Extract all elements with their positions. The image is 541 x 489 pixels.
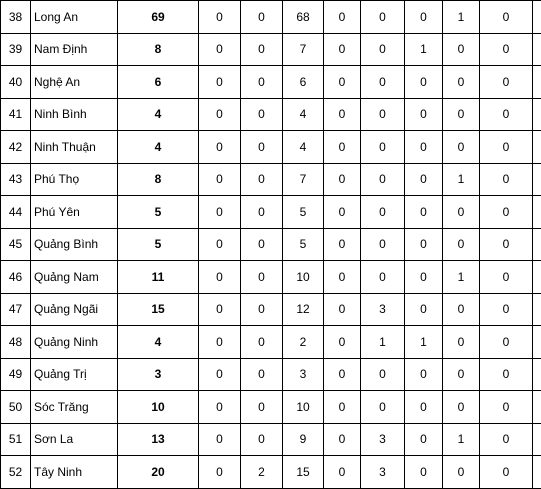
value-cell-2: 0 <box>241 163 283 196</box>
value-cell-8: 0 <box>480 66 533 99</box>
table-row <box>1 326 541 359</box>
value-cell-5: 0 <box>361 261 405 294</box>
table-body <box>1 1 541 489</box>
value-cell-2: 0 <box>241 423 283 456</box>
table-row <box>1 358 541 391</box>
value-cell-5: 0 <box>361 33 405 66</box>
value-cell-7: 0 <box>443 33 480 66</box>
value-cell-6: 0 <box>405 423 443 456</box>
row-number-cell: 48 <box>1 326 31 359</box>
row-number-cell: 51 <box>1 423 31 456</box>
table-row <box>1 98 541 131</box>
total-cases-cell: 6 <box>118 66 199 99</box>
value-cell-8: 0 <box>480 196 533 229</box>
value-cell-6: 0 <box>405 293 443 326</box>
value-cell-6: 1 <box>405 326 443 359</box>
total-cases-cell: 15 <box>118 293 199 326</box>
province-name-cell: Nghệ An <box>31 66 118 99</box>
value-cell-4: 0 <box>324 131 361 164</box>
value-cell-6: 0 <box>405 98 443 131</box>
value-cell-5: 0 <box>361 163 405 196</box>
total-cases-cell: 20 <box>118 456 199 489</box>
empty-cell <box>533 66 541 99</box>
value-cell-8: 0 <box>480 326 533 359</box>
empty-cell <box>533 456 541 489</box>
value-cell-7: 0 <box>443 131 480 164</box>
empty-cell <box>533 33 541 66</box>
value-cell-7: 1 <box>443 423 480 456</box>
total-cases-cell: 4 <box>118 98 199 131</box>
value-cell-2: 0 <box>241 391 283 424</box>
value-cell-4: 0 <box>324 228 361 261</box>
empty-cell <box>533 1 541 34</box>
province-name-cell: Quảng Ngãi <box>31 293 118 326</box>
value-cell-3: 12 <box>283 293 324 326</box>
value-cell-3: 10 <box>283 261 324 294</box>
total-cases-cell: 3 <box>118 358 199 391</box>
value-cell-4: 0 <box>324 293 361 326</box>
empty-cell <box>533 391 541 424</box>
empty-cell <box>533 326 541 359</box>
value-cell-1: 0 <box>199 391 241 424</box>
province-name-cell: Long An <box>31 1 118 34</box>
table-row <box>1 66 541 99</box>
row-number-cell: 50 <box>1 391 31 424</box>
empty-cell <box>533 293 541 326</box>
empty-cell <box>533 423 541 456</box>
province-name-cell: Sóc Trăng <box>31 391 118 424</box>
value-cell-6: 0 <box>405 456 443 489</box>
value-cell-2: 0 <box>241 66 283 99</box>
value-cell-5: 0 <box>361 1 405 34</box>
value-cell-8: 0 <box>480 131 533 164</box>
table-row <box>1 163 541 196</box>
value-cell-8: 0 <box>480 33 533 66</box>
table-row <box>1 261 541 294</box>
value-cell-2: 0 <box>241 1 283 34</box>
table-row <box>1 33 541 66</box>
table-row <box>1 391 541 424</box>
value-cell-5: 3 <box>361 423 405 456</box>
value-cell-1: 0 <box>199 228 241 261</box>
row-number-cell: 44 <box>1 196 31 229</box>
value-cell-5: 0 <box>361 66 405 99</box>
value-cell-3: 3 <box>283 358 324 391</box>
value-cell-1: 0 <box>199 33 241 66</box>
table-row <box>1 456 541 489</box>
value-cell-8: 0 <box>480 261 533 294</box>
row-number-cell: 47 <box>1 293 31 326</box>
value-cell-7: 0 <box>443 196 480 229</box>
value-cell-1: 0 <box>199 456 241 489</box>
value-cell-5: 3 <box>361 293 405 326</box>
value-cell-7: 0 <box>443 293 480 326</box>
value-cell-4: 0 <box>324 326 361 359</box>
value-cell-3: 5 <box>283 196 324 229</box>
value-cell-1: 0 <box>199 66 241 99</box>
table-row <box>1 228 541 261</box>
value-cell-8: 0 <box>480 293 533 326</box>
row-number-cell: 38 <box>1 1 31 34</box>
value-cell-6: 0 <box>405 131 443 164</box>
value-cell-4: 0 <box>324 196 361 229</box>
value-cell-8: 0 <box>480 391 533 424</box>
value-cell-6: 0 <box>405 261 443 294</box>
total-cases-cell: 10 <box>118 391 199 424</box>
table-row <box>1 131 541 164</box>
value-cell-3: 7 <box>283 163 324 196</box>
value-cell-7: 0 <box>443 358 480 391</box>
value-cell-3: 10 <box>283 391 324 424</box>
value-cell-3: 68 <box>283 1 324 34</box>
empty-cell <box>533 98 541 131</box>
value-cell-3: 6 <box>283 66 324 99</box>
value-cell-2: 0 <box>241 326 283 359</box>
value-cell-5: 0 <box>361 391 405 424</box>
table-row <box>1 423 541 456</box>
row-number-cell: 41 <box>1 98 31 131</box>
value-cell-1: 0 <box>199 261 241 294</box>
value-cell-4: 0 <box>324 1 361 34</box>
value-cell-1: 0 <box>199 326 241 359</box>
total-cases-cell: 11 <box>118 261 199 294</box>
row-number-cell: 49 <box>1 358 31 391</box>
table-row <box>1 196 541 229</box>
row-number-cell: 40 <box>1 66 31 99</box>
value-cell-5: 0 <box>361 131 405 164</box>
value-cell-6: 0 <box>405 228 443 261</box>
row-number-cell: 52 <box>1 456 31 489</box>
value-cell-6: 1 <box>405 33 443 66</box>
empty-cell <box>533 163 541 196</box>
value-cell-6: 0 <box>405 358 443 391</box>
value-cell-3: 2 <box>283 326 324 359</box>
row-number-cell: 45 <box>1 228 31 261</box>
value-cell-2: 0 <box>241 228 283 261</box>
value-cell-7: 0 <box>443 391 480 424</box>
value-cell-5: 1 <box>361 326 405 359</box>
province-name-cell: Quảng Ninh <box>31 326 118 359</box>
total-cases-cell: 5 <box>118 228 199 261</box>
value-cell-7: 1 <box>443 163 480 196</box>
value-cell-4: 0 <box>324 98 361 131</box>
value-cell-4: 0 <box>324 358 361 391</box>
province-name-cell: Phú Thọ <box>31 163 118 196</box>
value-cell-1: 0 <box>199 423 241 456</box>
value-cell-7: 0 <box>443 456 480 489</box>
value-cell-2: 0 <box>241 358 283 391</box>
value-cell-8: 0 <box>480 456 533 489</box>
value-cell-6: 0 <box>405 66 443 99</box>
row-number-cell: 42 <box>1 131 31 164</box>
value-cell-4: 0 <box>324 66 361 99</box>
value-cell-1: 0 <box>199 131 241 164</box>
value-cell-8: 0 <box>480 98 533 131</box>
value-cell-7: 0 <box>443 228 480 261</box>
row-number-cell: 39 <box>1 33 31 66</box>
province-name-cell: Ninh Bình <box>31 98 118 131</box>
value-cell-7: 0 <box>443 98 480 131</box>
value-cell-8: 0 <box>480 163 533 196</box>
province-name-cell: Ninh Thuận <box>31 131 118 164</box>
province-name-cell: Phú Yên <box>31 196 118 229</box>
value-cell-2: 2 <box>241 456 283 489</box>
value-cell-8: 0 <box>480 423 533 456</box>
total-cases-cell: 4 <box>118 131 199 164</box>
value-cell-7: 1 <box>443 261 480 294</box>
value-cell-6: 0 <box>405 196 443 229</box>
value-cell-5: 3 <box>361 456 405 489</box>
total-cases-cell: 4 <box>118 326 199 359</box>
value-cell-4: 0 <box>324 33 361 66</box>
province-name-cell: Quảng Bình <box>31 228 118 261</box>
value-cell-3: 9 <box>283 423 324 456</box>
total-cases-cell: 69 <box>118 1 199 34</box>
value-cell-5: 0 <box>361 196 405 229</box>
province-name-cell: Quảng Nam <box>31 261 118 294</box>
value-cell-2: 0 <box>241 131 283 164</box>
value-cell-3: 4 <box>283 131 324 164</box>
province-name-cell: Quảng Trị <box>31 358 118 391</box>
value-cell-2: 0 <box>241 196 283 229</box>
total-cases-cell: 5 <box>118 196 199 229</box>
value-cell-7: 0 <box>443 326 480 359</box>
value-cell-5: 0 <box>361 358 405 391</box>
province-name-cell: Nam Định <box>31 33 118 66</box>
value-cell-6: 0 <box>405 163 443 196</box>
province-name-cell: Tây Ninh <box>31 456 118 489</box>
table-row <box>1 293 541 326</box>
value-cell-4: 0 <box>324 391 361 424</box>
total-cases-cell: 8 <box>118 163 199 196</box>
value-cell-7: 1 <box>443 1 480 34</box>
value-cell-3: 4 <box>283 98 324 131</box>
value-cell-1: 0 <box>199 98 241 131</box>
value-cell-8: 0 <box>480 1 533 34</box>
empty-cell <box>533 131 541 164</box>
value-cell-6: 0 <box>405 391 443 424</box>
value-cell-8: 0 <box>480 358 533 391</box>
empty-cell <box>533 358 541 391</box>
value-cell-5: 0 <box>361 228 405 261</box>
value-cell-1: 0 <box>199 1 241 34</box>
value-cell-1: 0 <box>199 196 241 229</box>
value-cell-1: 0 <box>199 163 241 196</box>
value-cell-3: 15 <box>283 456 324 489</box>
value-cell-3: 5 <box>283 228 324 261</box>
value-cell-7: 0 <box>443 66 480 99</box>
value-cell-1: 0 <box>199 293 241 326</box>
total-cases-cell: 13 <box>118 423 199 456</box>
empty-cell <box>533 228 541 261</box>
value-cell-5: 0 <box>361 98 405 131</box>
empty-cell <box>533 261 541 294</box>
value-cell-2: 0 <box>241 293 283 326</box>
value-cell-4: 0 <box>324 423 361 456</box>
province-name-cell: Sơn La <box>31 423 118 456</box>
row-number-cell: 46 <box>1 261 31 294</box>
value-cell-3: 7 <box>283 33 324 66</box>
value-cell-2: 0 <box>241 261 283 294</box>
value-cell-2: 0 <box>241 33 283 66</box>
row-number-cell: 43 <box>1 163 31 196</box>
empty-cell <box>533 196 541 229</box>
total-cases-cell: 8 <box>118 33 199 66</box>
value-cell-1: 0 <box>199 358 241 391</box>
value-cell-4: 0 <box>324 456 361 489</box>
table-row <box>1 1 541 34</box>
value-cell-8: 0 <box>480 228 533 261</box>
value-cell-4: 0 <box>324 163 361 196</box>
value-cell-6: 0 <box>405 1 443 34</box>
value-cell-4: 0 <box>324 261 361 294</box>
value-cell-2: 0 <box>241 98 283 131</box>
